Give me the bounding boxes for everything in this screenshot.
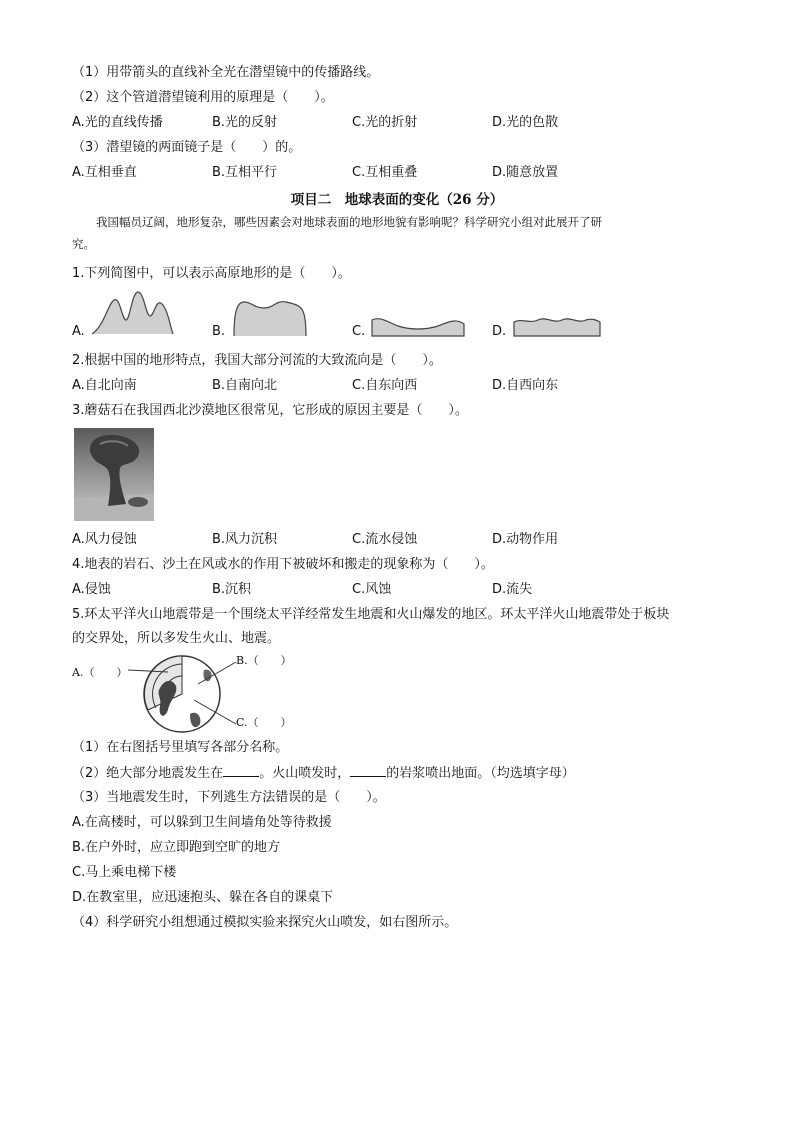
option-d[interactable]: D.光的色散 bbox=[492, 115, 559, 130]
question-2: 2.根据中国的地形特点，我国大部分河流的大致流向是（ ）。 bbox=[72, 353, 442, 368]
intro-line-2: 究。 bbox=[72, 237, 95, 251]
option-a[interactable]: A.光的直线传播 bbox=[72, 115, 163, 130]
section-title: 项目二 地球表面的变化（26 分） bbox=[290, 192, 504, 208]
q5-sub1: （1）在右图括号里填写各部分名称。 bbox=[72, 740, 289, 755]
terrain-basin-figure[interactable] bbox=[370, 312, 466, 338]
terrain-peaks-figure[interactable] bbox=[90, 290, 174, 338]
option-d[interactable]: D.动物作用 bbox=[492, 532, 559, 547]
question-5-line-2: 的交界处，所以多发生火山、地震。 bbox=[72, 631, 281, 646]
label-a[interactable]: A.（ ） bbox=[72, 666, 128, 679]
q1-option-b-label[interactable]: B. bbox=[212, 324, 226, 339]
option-b[interactable]: B.风力沉积 bbox=[212, 532, 278, 547]
periscope-sub1: （1）用带箭头的直线补全光在潜望镜中的传播路线。 bbox=[72, 65, 380, 80]
option-a[interactable]: A.在高楼时，可以躲到卫生间墙角处等待救援 bbox=[72, 815, 332, 830]
option-c[interactable]: C.自东向西 bbox=[352, 378, 418, 393]
option-b[interactable]: B.互相平行 bbox=[212, 165, 278, 180]
option-b[interactable]: B.在户外时，应立即跑到空旷的地方 bbox=[72, 840, 281, 855]
option-c[interactable]: C.流水侵蚀 bbox=[352, 532, 418, 547]
option-c[interactable]: C.马上乘电梯下楼 bbox=[72, 865, 177, 880]
terrain-plateau-figure[interactable] bbox=[230, 296, 310, 338]
q1-option-a-label[interactable]: A. bbox=[72, 324, 85, 339]
label-b[interactable]: B.（ ） bbox=[236, 654, 292, 667]
answer-blank-1[interactable] bbox=[223, 764, 259, 777]
mushroom-rock-photo bbox=[74, 428, 154, 521]
option-a[interactable]: A.自北向南 bbox=[72, 378, 137, 393]
option-a[interactable]: A.互相垂直 bbox=[72, 165, 137, 180]
option-a[interactable]: A.风力侵蚀 bbox=[72, 532, 137, 547]
option-b[interactable]: B.自南向北 bbox=[212, 378, 278, 393]
option-c[interactable]: C.互相重叠 bbox=[352, 165, 418, 180]
q5-sub2-part1: （2）绝大部分地震发生在 bbox=[72, 766, 224, 781]
question-3: 3.蘑菇石在我国西北沙漠地区很常见，它形成的原因主要是（ ）。 bbox=[72, 403, 468, 418]
option-b[interactable]: B.沉积 bbox=[212, 582, 252, 597]
terrain-plain-figure[interactable] bbox=[512, 312, 602, 338]
q5-sub2-part3: 的岩浆喷出地面。（均选填字母） bbox=[386, 766, 575, 781]
periscope-sub3: （3）潜望镜的两面镜子是（ ）的。 bbox=[72, 140, 302, 155]
option-d[interactable]: D.流失 bbox=[492, 582, 533, 597]
intro-line-1: 我国幅员辽阔，地形复杂，哪些因素会对地球表面的地形地貌有影响呢？科学研究小组对此展开了研 bbox=[96, 215, 602, 229]
label-c[interactable]: C.（ ） bbox=[236, 716, 292, 729]
option-a[interactable]: A.侵蚀 bbox=[72, 582, 111, 597]
answer-blank-2[interactable] bbox=[350, 764, 386, 777]
question-4: 4.地表的岩石、沙土在风或水的作用下被破坏和搬走的现象称为（ ）。 bbox=[72, 557, 494, 572]
earth-structure-diagram bbox=[72, 650, 312, 736]
q1-option-d-label[interactable]: D. bbox=[492, 324, 507, 339]
option-d[interactable]: D.在教室里，应迅速抱头、躲在各自的课桌下 bbox=[72, 890, 334, 905]
option-d[interactable]: D.自西向东 bbox=[492, 378, 559, 393]
question-1: 1.下列简图中，可以表示高原地形的是（ ）。 bbox=[72, 266, 351, 281]
q5-sub3: （3）当地震发生时，下列逃生方法错误的是（ ）。 bbox=[72, 790, 386, 805]
option-b[interactable]: B.光的反射 bbox=[212, 115, 278, 130]
option-c[interactable]: C.风蚀 bbox=[352, 582, 392, 597]
q5-sub4: （4）科学研究小组想通过模拟实验来探究火山喷发，如右图所示。 bbox=[72, 915, 458, 930]
q5-sub2-part2: 。火山喷发时， bbox=[259, 766, 351, 781]
option-d[interactable]: D.随意放置 bbox=[492, 165, 559, 180]
question-5-line-1: 5.环太平洋火山地震带是一个围绕太平洋经常发生地震和火山爆发的地区。环太平洋火山地震带处于板块 bbox=[72, 607, 670, 622]
section-intro bbox=[72, 211, 722, 255]
option-c[interactable]: C.光的折射 bbox=[352, 115, 418, 130]
q5-sub2 bbox=[72, 764, 575, 783]
q1-option-c-label[interactable]: C. bbox=[352, 324, 366, 339]
periscope-sub2: （2）这个管道潜望镜利用的原理是（ ）。 bbox=[72, 90, 334, 105]
